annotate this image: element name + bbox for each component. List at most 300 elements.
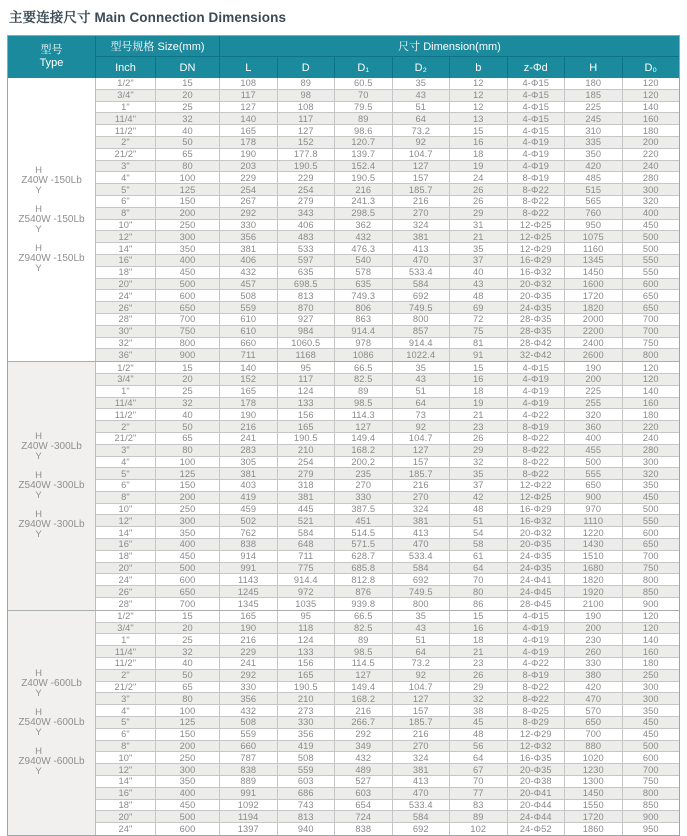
table-cell: 470: [565, 693, 623, 704]
table-cell: 28-Φ42: [508, 338, 566, 349]
table-cell: 230: [565, 634, 623, 645]
table-cell: 500: [642, 243, 659, 254]
table-cell: 4": [96, 172, 156, 183]
table-cell: 23: [450, 658, 508, 669]
table-cell: 584: [393, 279, 451, 290]
table-cell: 4-Φ22: [508, 409, 566, 420]
table-cell: 270: [393, 492, 451, 503]
table-cell: 149.4: [335, 682, 393, 693]
table-cell: 1/2": [96, 611, 156, 622]
table-cell: 102: [450, 823, 508, 835]
table-cell: 387.5: [335, 504, 393, 515]
table-cell: 6": [96, 480, 156, 491]
table-cell: 18": [96, 267, 156, 278]
table-cell: 8-Φ25: [508, 705, 566, 716]
type-variant-top: H: [35, 508, 42, 520]
table-cell: 67: [450, 764, 508, 775]
table-cell: 914.4: [393, 338, 451, 349]
table-cell: 1345: [565, 255, 623, 266]
table-cell: 11/2": [96, 409, 156, 420]
table-cell: 18: [450, 149, 508, 160]
table-cell: 350: [642, 480, 659, 491]
table-cell: 800: [393, 598, 451, 610]
header-type-zh: 型号: [40, 44, 63, 56]
table-row: [96, 623, 679, 635]
table-cell: 200: [156, 208, 220, 219]
table-cell: 381: [393, 231, 451, 242]
table-cell: 3": [96, 445, 156, 456]
table-cell: 157: [393, 172, 451, 183]
table-cell: 12-Φ29: [508, 729, 566, 740]
table-row: [96, 823, 679, 835]
section-rows: [96, 362, 679, 610]
table-cell: 1092: [220, 800, 278, 811]
type-label: [18, 510, 84, 540]
type-variant-top: H: [35, 203, 42, 215]
table-cell: 972: [278, 586, 336, 597]
table-cell: 160: [642, 397, 659, 408]
table-cell: 177.8: [278, 149, 336, 160]
table-cell: 419: [220, 492, 278, 503]
table-row: [96, 231, 679, 243]
table-cell: 210: [278, 693, 336, 704]
table-cell: 812.8: [335, 574, 393, 585]
table-cell: 140: [642, 634, 659, 645]
table-cell: 3": [96, 161, 156, 172]
table-cell: 628.7: [335, 551, 393, 562]
table-cell: 37: [450, 255, 508, 266]
table-cell: 335: [565, 137, 623, 148]
table-cell: 28": [96, 598, 156, 610]
table-cell: 743: [278, 800, 336, 811]
table-cell: 216: [220, 421, 278, 432]
table-cell: 203: [220, 161, 278, 172]
table-cell: 43: [393, 623, 451, 634]
table-cell: 5": [96, 717, 156, 728]
table-cell: 35: [393, 611, 451, 622]
table-cell: 502: [220, 515, 278, 526]
table-cell: 89: [278, 78, 336, 89]
table-cell: 16-Φ29: [508, 504, 566, 515]
table-cell: 19: [450, 161, 508, 172]
table-cell: 250: [642, 670, 659, 681]
section-rows: [96, 78, 679, 361]
table-cell: 10": [96, 220, 156, 231]
table-cell: 86: [450, 598, 508, 610]
table-cell: 4-Φ19: [508, 161, 566, 172]
table-cell: 749.5: [393, 302, 451, 313]
table-cell: 603: [278, 776, 336, 787]
type-model: Z940W -150Lb: [18, 252, 85, 264]
table-cell: 320: [642, 468, 659, 479]
table-cell: 26: [450, 433, 508, 444]
table-cell: 21/2": [96, 149, 156, 160]
table-cell: 8": [96, 208, 156, 219]
table-cell: 92: [393, 670, 451, 681]
table-cell: 420: [565, 161, 623, 172]
table-cell: 600: [642, 278, 659, 289]
table-cell: 11/2": [96, 125, 156, 136]
table-cell: 330: [220, 220, 278, 231]
table-cell: 178: [220, 398, 278, 409]
table-cell: 20: [156, 90, 220, 101]
table-cell: 550: [642, 255, 659, 266]
table-cell: 400: [156, 539, 220, 550]
table-cell: 190.5: [278, 161, 336, 172]
table-cell: 266.7: [335, 717, 393, 728]
table-cell: 300: [156, 764, 220, 775]
table-cell: 165: [278, 421, 336, 432]
table-cell: 711: [220, 349, 278, 361]
table-cell: 650: [156, 302, 220, 313]
table-cell: 127: [220, 102, 278, 113]
table-cell: 970: [565, 504, 623, 515]
table-cell: 939.8: [335, 598, 393, 610]
table-cell: 635: [278, 267, 336, 278]
type-variant-bottom: Y: [35, 687, 42, 699]
table-cell: 450: [156, 800, 220, 811]
table-cell: 14": [96, 776, 156, 787]
table-cell: 37: [450, 480, 508, 491]
table-cell: 160: [642, 113, 659, 124]
table-cell: 23: [450, 421, 508, 432]
table-cell: 8": [96, 492, 156, 503]
table-cell: 457: [220, 279, 278, 290]
table-row: [96, 504, 679, 516]
table-cell: 26": [96, 302, 156, 313]
table-row: [96, 729, 679, 741]
table-cell: 724: [335, 811, 393, 822]
table-cell: 420: [565, 682, 623, 693]
table-cell: 1022.4: [393, 349, 451, 361]
table-cell: 1600: [565, 279, 623, 290]
table-cell: 550: [642, 515, 659, 526]
table-cell: 806: [335, 302, 393, 313]
table-cell: 700: [156, 598, 220, 610]
table-cell: 584: [393, 563, 451, 574]
table-cell: 225: [565, 386, 623, 397]
table-cell: 64: [393, 398, 451, 409]
table-cell: 350: [156, 243, 220, 254]
table-cell: 80: [156, 693, 220, 704]
table-cell: 220: [642, 421, 659, 432]
table-cell: 1075: [565, 231, 623, 242]
table-cell: 863: [335, 314, 393, 325]
header-col-dn: DN: [156, 57, 220, 78]
table-cell: 127: [278, 125, 336, 136]
table-cell: 165: [220, 125, 278, 136]
table-cell: 4-Φ19: [508, 634, 566, 645]
table-cell: 750: [156, 326, 220, 337]
table-cell: 381: [393, 515, 451, 526]
table-cell: 15: [156, 611, 220, 622]
table-row: [96, 788, 679, 800]
table-cell: 165: [220, 611, 278, 622]
table-cell: 45: [450, 717, 508, 728]
table-cell: 24-Φ45: [508, 586, 566, 597]
table-cell: 330: [220, 682, 278, 693]
table-cell: 880: [565, 741, 623, 752]
table-cell: 648: [278, 539, 336, 550]
table-cell: 35: [450, 468, 508, 479]
table-row: [96, 338, 679, 350]
table-cell: 2000: [565, 314, 623, 325]
table-cell: 13: [450, 113, 508, 124]
table-row: [96, 563, 679, 575]
table-row: [96, 137, 679, 149]
table-cell: 216: [393, 729, 451, 740]
type-label: [21, 669, 82, 699]
table-cell: 178: [220, 137, 278, 148]
table-cell: 500: [642, 741, 659, 752]
type-variant-top: H: [35, 667, 42, 679]
table-row: [96, 539, 679, 551]
table-cell: 11/4": [96, 113, 156, 124]
type-variant-bottom: Y: [35, 528, 42, 540]
table-cell: 20-Φ35: [508, 290, 566, 301]
table-cell: 584: [393, 811, 451, 822]
table-cell: 12": [96, 515, 156, 526]
header-col-l: L: [220, 57, 278, 78]
table-cell: 10": [96, 752, 156, 763]
table-cell: 20": [96, 811, 156, 822]
table-cell: 152: [278, 137, 336, 148]
table-cell: 157: [393, 457, 451, 468]
table-cell: 51: [393, 386, 451, 397]
table-cell: 16: [450, 374, 508, 385]
table-row: [96, 611, 679, 623]
table-cell: 70: [450, 776, 508, 787]
table-cell: 283: [220, 445, 278, 456]
table-cell: 400: [565, 433, 623, 444]
type-label: [18, 708, 84, 738]
table-row: [96, 125, 679, 137]
table-cell: 500: [642, 504, 659, 515]
header-col-d: D: [278, 57, 336, 78]
table-cell: 21/2": [96, 433, 156, 444]
table-cell: 35: [393, 362, 451, 373]
table-cell: 270: [393, 741, 451, 752]
table-cell: 2": [96, 137, 156, 148]
table-cell: 4-Φ19: [508, 374, 566, 385]
table-cell: 324: [393, 752, 451, 763]
header-col-zphid: z-Φd: [508, 57, 566, 78]
table-cell: 140: [220, 113, 278, 124]
table-cell: 1300: [565, 776, 623, 787]
table-cell: 1345: [220, 598, 278, 610]
table-row: [96, 326, 679, 338]
table-cell: 133: [278, 398, 336, 409]
table-row: [96, 551, 679, 563]
table-cell: 200: [642, 137, 659, 148]
table-cell: 356: [278, 729, 336, 740]
table-cell: 400: [642, 208, 659, 219]
table-cell: 61: [450, 551, 508, 562]
table-row: [96, 314, 679, 326]
table-row: [96, 208, 679, 220]
table-cell: 35: [450, 243, 508, 254]
table-cell: 152: [220, 374, 278, 385]
table-cell: 571.5: [335, 539, 393, 550]
type-model: Z540W -300Lb: [18, 479, 85, 491]
header-size-group: 型号规格 Size(mm): [96, 36, 220, 56]
table-cell: 749.5: [393, 586, 451, 597]
table-cell: 6": [96, 729, 156, 740]
table-cell: 279: [278, 196, 336, 207]
table-cell: 29: [450, 445, 508, 456]
table-cell: 77: [450, 788, 508, 799]
table-cell: 356: [220, 231, 278, 242]
header-right: [96, 36, 679, 78]
table-cell: 180: [642, 409, 659, 420]
table-cell: 300: [642, 456, 659, 467]
table-cell: 8-Φ22: [508, 433, 566, 444]
table-cell: 660: [220, 741, 278, 752]
table-cell: 900: [565, 492, 623, 503]
table-cell: 279: [278, 468, 336, 479]
table-row: [96, 349, 679, 361]
table-cell: 255: [565, 398, 623, 409]
table-cell: 984: [278, 326, 336, 337]
table-cell: 381: [220, 468, 278, 479]
table-cell: 476.3: [335, 243, 393, 254]
table-cell: 16-Φ32: [508, 267, 566, 278]
table-cell: 273: [278, 705, 336, 716]
type-variant-top: H: [35, 706, 42, 718]
table-row: [96, 811, 679, 823]
table-cell: 24-Φ52: [508, 823, 566, 835]
table-cell: 75: [450, 326, 508, 337]
table-cell: 914.4: [278, 574, 336, 585]
table-cell: 349: [335, 741, 393, 752]
table-cell: 127: [393, 445, 451, 456]
table-cell: 139.7: [335, 149, 393, 160]
table-cell: 350: [156, 527, 220, 538]
table-cell: 15: [450, 362, 508, 373]
table-cell: 64: [393, 646, 451, 657]
table-row: [96, 290, 679, 302]
table-cell: 24": [96, 574, 156, 585]
table-cell: 813: [278, 290, 336, 301]
table-cell: 4": [96, 705, 156, 716]
table-cell: 18": [96, 800, 156, 811]
table-cell: 749.3: [335, 290, 393, 301]
table-row: [96, 149, 679, 161]
table-cell: 83: [450, 800, 508, 811]
table-cell: 25: [156, 386, 220, 397]
table-cell: 1230: [565, 764, 623, 775]
table-row: [96, 161, 679, 173]
table-cell: 8-Φ22: [508, 468, 566, 479]
table-cell: 650: [565, 480, 623, 491]
table-cell: 876: [335, 586, 393, 597]
table-cell: 12: [450, 102, 508, 113]
table-cell: 124: [278, 634, 336, 645]
table-cell: 750: [642, 776, 659, 787]
table-cell: 79.5: [335, 102, 393, 113]
table-row: [96, 90, 679, 102]
table-cell: 190: [565, 362, 623, 373]
table-cell: 4-Φ15: [508, 90, 566, 101]
table-cell: 800: [642, 574, 659, 585]
table-row: [96, 421, 679, 433]
table-cell: 50: [156, 137, 220, 148]
table-cell: 245: [565, 113, 623, 124]
table-cell: 20-Φ41: [508, 788, 566, 799]
table-cell: 400: [156, 788, 220, 799]
table-cell: 98.5: [335, 398, 393, 409]
table-row: [96, 374, 679, 386]
table-cell: 250: [156, 220, 220, 231]
table-cell: 500: [565, 457, 623, 468]
table-cell: 800: [393, 314, 451, 325]
type-cell: [8, 362, 96, 610]
table-cell: 750: [642, 337, 659, 348]
table-row: [96, 457, 679, 469]
table-cell: 125: [156, 468, 220, 479]
table-cell: 31: [450, 220, 508, 231]
table-cell: 150: [156, 480, 220, 491]
table-cell: 65: [156, 433, 220, 444]
table-cell: 117: [278, 113, 336, 124]
table-cell: 16: [450, 137, 508, 148]
table-cell: 12": [96, 764, 156, 775]
table-cell: 42: [450, 492, 508, 503]
table-cell: 692: [393, 574, 451, 585]
table-cell: 12-Φ25: [508, 492, 566, 503]
table-cell: 578: [335, 267, 393, 278]
table-cell: 470: [393, 539, 451, 550]
table-row: [96, 113, 679, 125]
table-cell: 12-Φ25: [508, 231, 566, 242]
table-cell: 635: [335, 279, 393, 290]
table-cell: 900: [156, 349, 220, 361]
table-cell: 654: [335, 800, 393, 811]
table-row: [96, 220, 679, 232]
table-cell: 150: [156, 196, 220, 207]
table-cell: 4-Φ19: [508, 149, 566, 160]
table-cell: 12-Φ22: [508, 480, 566, 491]
table-cell: 120.7: [335, 137, 393, 148]
table-cell: 16": [96, 788, 156, 799]
table-cell: 292: [220, 208, 278, 219]
table-cell: 89: [335, 113, 393, 124]
table-cell: 267: [220, 196, 278, 207]
table-cell: 8-Φ22: [508, 184, 566, 195]
table-cell: 380: [565, 670, 623, 681]
table-cell: 324: [393, 220, 451, 231]
table-cell: 1720: [565, 811, 623, 822]
table-cell: 48: [450, 504, 508, 515]
table-cell: 305: [220, 457, 278, 468]
table-cell: 65: [156, 682, 220, 693]
table-cell: 24": [96, 823, 156, 835]
table-cell: 6": [96, 196, 156, 207]
type-variant-bottom: Y: [35, 726, 42, 738]
table-cell: 889: [220, 776, 278, 787]
table-cell: 14": [96, 243, 156, 254]
table-cell: 95: [278, 611, 336, 622]
table-cell: 16": [96, 539, 156, 550]
table-cell: 40: [156, 125, 220, 136]
table-cell: 43: [450, 279, 508, 290]
table-row: [96, 184, 679, 196]
table-cell: 20-Φ35: [508, 539, 566, 550]
table-row: [96, 527, 679, 539]
table-cell: 1245: [220, 586, 278, 597]
table-cell: 20: [156, 623, 220, 634]
table-header: [8, 36, 679, 78]
